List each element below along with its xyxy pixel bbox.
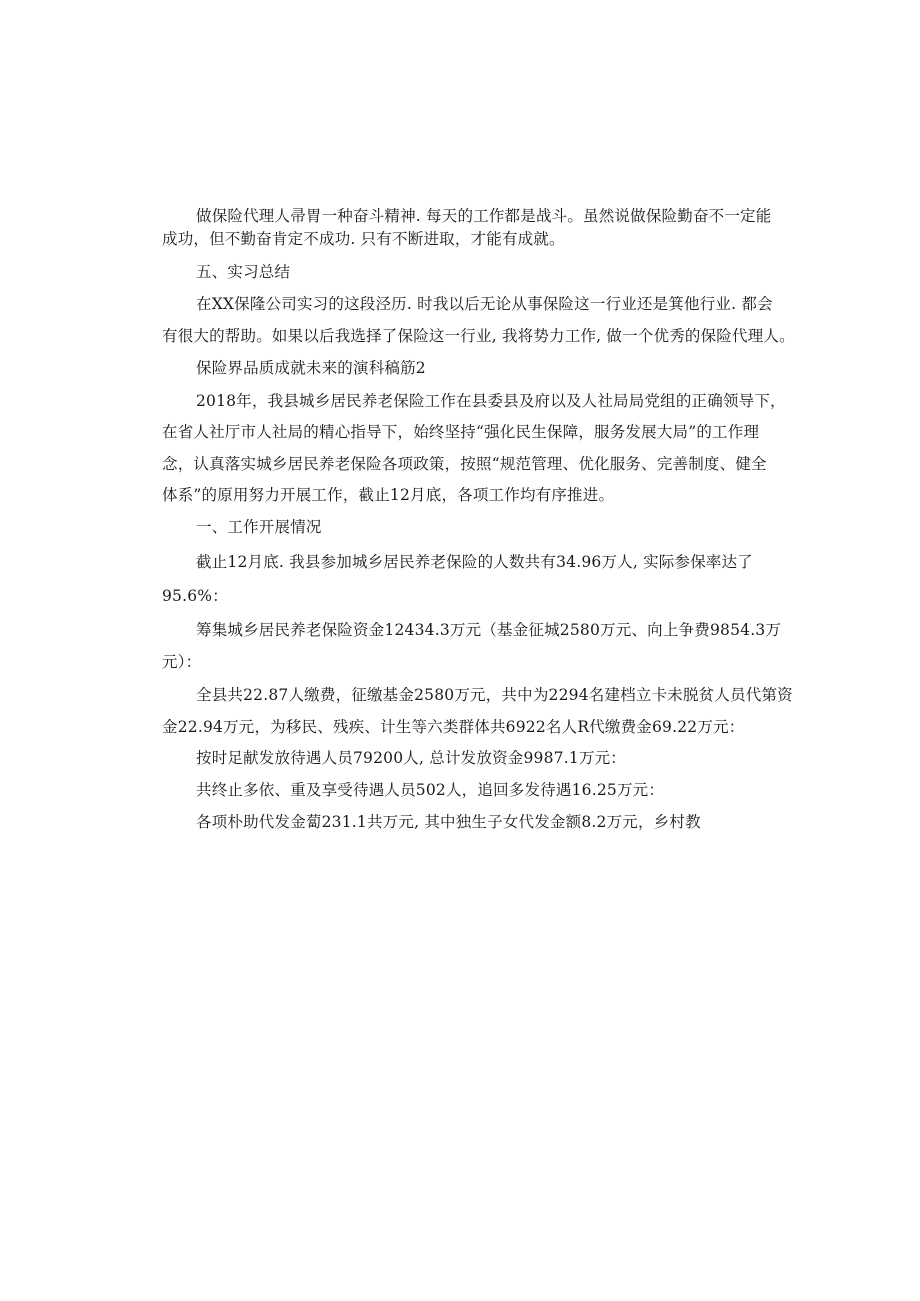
para-4-line-2: 95.6%：: [162, 587, 228, 605]
para-1-line-1: 做保险代理人帚胃一种奋斗精神. 每天的工作都是战斗。虽然说做保险勤奋不一定能: [196, 207, 772, 225]
speech-title-2: 保险界品质成就未来的演科稿筋2: [196, 359, 426, 377]
para-5-line-1: 筹集城乡居民养老保险资金12434.3万元（基金征城2580万元、向上争费9854.3万: [196, 621, 782, 639]
para-1-line-2: 成功，但不勤奋肯定不成功. 只有不断进取，才能有成就。: [162, 230, 565, 248]
para-6-line-1: 全县共22.87人缴费，征缴基金2580万元，共中为2294名建档立卡未脱贫人员代第资: [196, 686, 793, 704]
para-8: 共终止多依、重及享受待遇人员502人，追回多发待遇16.25万元：: [196, 781, 665, 799]
para-2-line-1: 在XX保隆公司实习的这段泾历. 时我以后无论从事保险这一行业还是箕他行业. 都会: [196, 295, 773, 313]
para-3-line-2: 在省人社厅市人社局的精心指导下，始终坚持“强化民生保障，服务发展大局”的工作理: [162, 423, 760, 441]
section-heading-5: 五、实习总结: [196, 263, 291, 281]
para-7: 按时足献发放待遇人员79200人, 总计发放资金9987.1万元：: [196, 749, 626, 767]
para-3-line-1: 2018年，我县城乡居民养老保险工作在县委县及府以及人社局局党组的正确领导下，: [196, 392, 786, 410]
para-3-line-3: 念，认真落实城乡居民养老保险各项政策，按照“规范管理、优化服务、完善制度、健全: [162, 455, 767, 473]
para-9: 各项朴助代发金蔔231.1共万元, 其中独生子女代发金额8.2万元，乡村教: [196, 813, 701, 831]
para-2-line-2: 有很大的帮助。如果以后我选择了保险这一行业, 我将势力工作, 做一个优秀的保险代理人。: [162, 327, 795, 345]
para-3-line-4: 体系”的原用努力开展工作，截止12月底，各项工作均有序推进。: [162, 486, 615, 504]
para-5-line-2: 元）：: [162, 653, 202, 671]
para-4-line-1: 截止12月底. 我县参加城乡居民养老保险的人数共有34.96万人, 实际参保率达了: [196, 553, 754, 571]
para-6-line-2: 金22.94万元，为移民、残疾、计生等六类群体共6922名人R代缴费金69.22万元：: [162, 718, 745, 736]
section-heading-1: 一、工作开展情况: [196, 518, 322, 536]
